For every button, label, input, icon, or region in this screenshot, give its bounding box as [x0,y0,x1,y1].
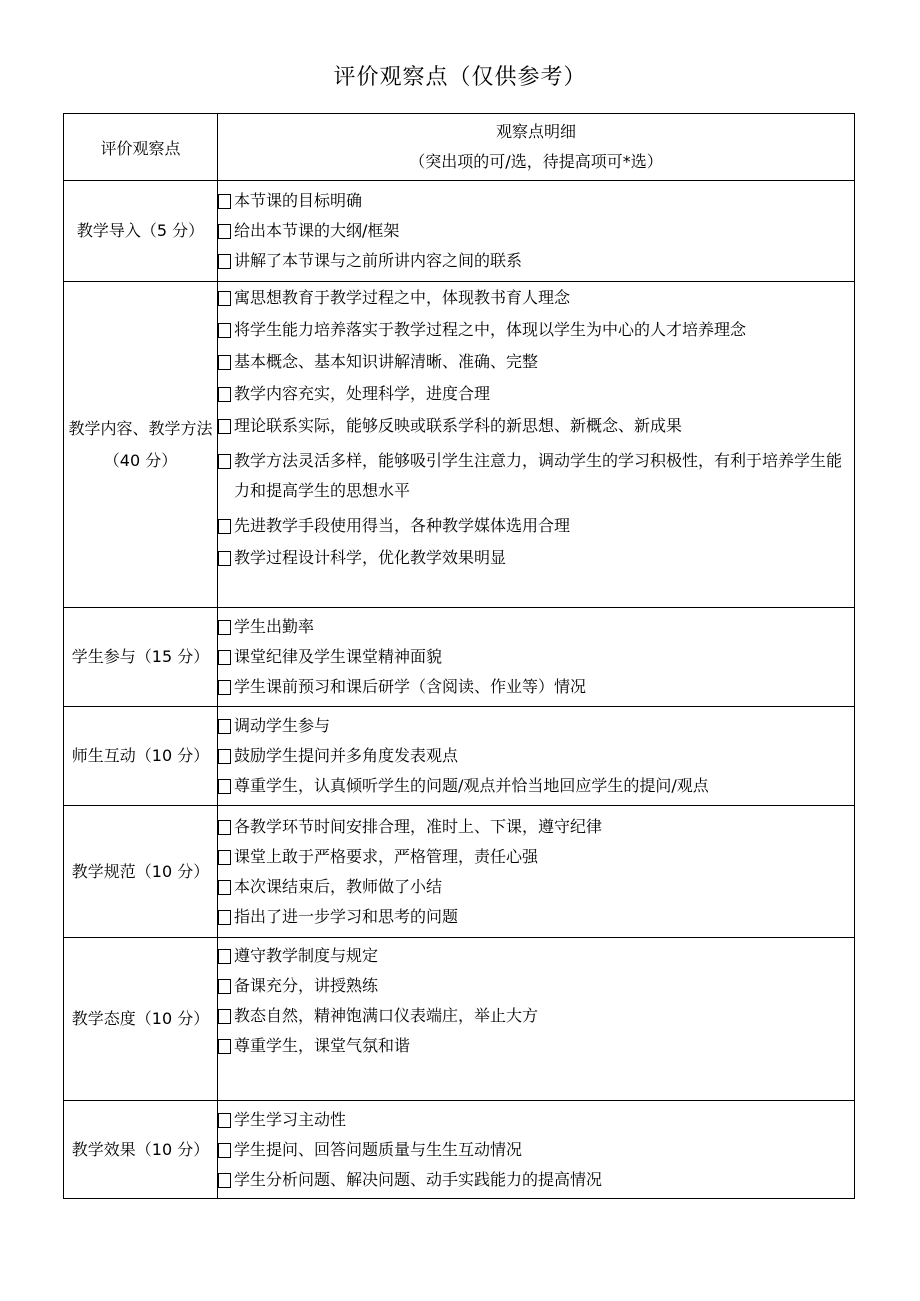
checklist-item[interactable]: 尊重学生，认真倾听学生的问题/观点并恰当地回应学生的提问/观点 [218,774,854,798]
items-cell [218,181,855,282]
checkbox-icon[interactable] [218,1143,231,1158]
header-detail-title: 观察点明细 [495,122,576,141]
checkbox-icon[interactable] [218,680,231,695]
checkbox-icon[interactable] [218,719,231,734]
items-cell [218,707,855,806]
checklist-item[interactable]: 教学方法灵活多样，能够吸引学生注意力，调动学生的学习积极性，有利于培养学生能力和提高学生的思想水平 [218,446,854,506]
checklist-item[interactable]: 本次课结束后，教师做了小结 [218,875,854,899]
checkbox-icon[interactable] [218,454,231,469]
checkbox-icon[interactable] [218,519,231,534]
items-cell [218,1101,855,1199]
items-cell [218,608,855,707]
table-row [64,938,855,1101]
checklist-item[interactable]: 基本概念、基本知识讲解清晰、准确、完整 [218,350,854,374]
checklist-item[interactable]: 学生课前预习和课后研学（含阅读、作业等）情况 [218,675,854,699]
header-observation-detail [218,114,855,181]
category-cell: 教学规范（10 分） [64,806,218,938]
category-cell: 教学态度（10 分） [64,938,218,1101]
checklist-item[interactable]: 学生分析问题、解决问题、动手实践能力的提高情况 [218,1168,854,1192]
checklist-item[interactable]: 教学过程设计科学，优化教学效果明显 [218,546,854,570]
checkbox-icon[interactable] [218,1009,231,1024]
checklist-item[interactable]: 理论联系实际，能够反映或联系学科的新思想、新概念、新成果 [218,414,854,438]
checklist-item[interactable]: 讲解了本节课与之前所讲内容之间的联系 [218,249,854,273]
checkbox-icon[interactable] [218,820,231,835]
checklist-item[interactable]: 教态自然，精神饱满口仪表端庄，举止大方 [218,1004,854,1028]
table-row [64,806,855,938]
category-cell: 学生参与（15 分） [64,608,218,707]
checklist-item[interactable]: 寓思想教育于教学过程之中，体现教书育人理念 [218,286,854,310]
checklist-item[interactable]: 教学内容充实，处理科学，进度合理 [218,382,854,406]
items-cell [218,806,855,938]
checkbox-icon[interactable] [218,880,231,895]
checklist-item[interactable]: 学生学习主动性 [218,1108,854,1132]
checklist-item[interactable]: 备课充分，讲授熟练 [218,974,854,998]
table-row [64,282,855,608]
table-row [64,707,855,806]
checklist-item[interactable]: 先进教学手段使用得当，各种教学媒体选用合理 [218,514,854,538]
checkbox-icon[interactable] [218,419,231,434]
checkbox-icon[interactable] [218,387,231,402]
table-row [64,1101,855,1199]
checklist-item[interactable]: 鼓励学生提问并多角度发表观点 [218,744,854,768]
checkbox-icon[interactable] [218,949,231,964]
checkbox-icon[interactable] [218,1113,231,1128]
checklist-item[interactable]: 课堂上敢于严格要求，严格管理，责任心强 [218,845,854,869]
page-title: 评价观察点（仅供参考） [333,65,587,90]
checkbox-icon[interactable] [218,291,231,306]
items-cell [218,282,855,608]
checklist-item[interactable]: 学生提问、回答问题质量与生生互动情况 [218,1138,854,1162]
category-cell: 教学导入（5 分） [64,181,218,282]
checkbox-icon[interactable] [218,551,231,566]
checkbox-icon[interactable] [218,254,231,269]
category-cell: 师生互动（10 分） [64,707,218,806]
checklist-item[interactable]: 尊重学生，课堂气氛和谐 [218,1034,854,1058]
checklist-item[interactable]: 将学生能力培养落实于教学过程之中，体现以学生为中心的人才培养理念 [218,318,854,342]
checklist-item[interactable]: 学生出勤率 [218,615,854,639]
checkbox-icon[interactable] [218,650,231,665]
evaluation-table [63,113,855,1199]
checkbox-icon[interactable] [218,194,231,209]
checkbox-icon[interactable] [218,323,231,338]
header-observation-point: 评价观察点 [64,114,218,181]
checklist-item[interactable]: 各教学环节时间安排合理，准时上、下课，遵守纪律 [218,815,854,839]
checkbox-icon[interactable] [218,749,231,764]
table-row [64,608,855,707]
header-detail-note: （突出项的可/选，待提高项可*选） [409,152,663,171]
checklist-item[interactable]: 指出了进一步学习和思考的问题 [218,905,854,929]
checkbox-icon[interactable] [218,1039,231,1054]
checklist-item[interactable]: 给出本节课的大纲/框架 [218,219,854,243]
checklist-item[interactable]: 本节课的目标明确 [218,189,854,213]
checkbox-icon[interactable] [218,779,231,794]
checkbox-icon[interactable] [218,224,231,239]
table-header-row [64,114,855,181]
checklist-item[interactable]: 课堂纪律及学生课堂精神面貌 [218,645,854,669]
checkbox-icon[interactable] [218,979,231,994]
checklist-item[interactable]: 遵守教学制度与规定 [218,944,854,968]
checkbox-icon[interactable] [218,620,231,635]
category-cell: 教学内容、教学方法（40 分） [64,282,218,608]
category-cell: 教学效果（10 分） [64,1101,218,1199]
checklist-item[interactable]: 调动学生参与 [218,714,854,738]
table-row [64,181,855,282]
checkbox-icon[interactable] [218,1173,231,1188]
checkbox-icon[interactable] [218,355,231,370]
checkbox-icon[interactable] [218,910,231,925]
checkbox-icon[interactable] [218,850,231,865]
items-cell [218,938,855,1101]
